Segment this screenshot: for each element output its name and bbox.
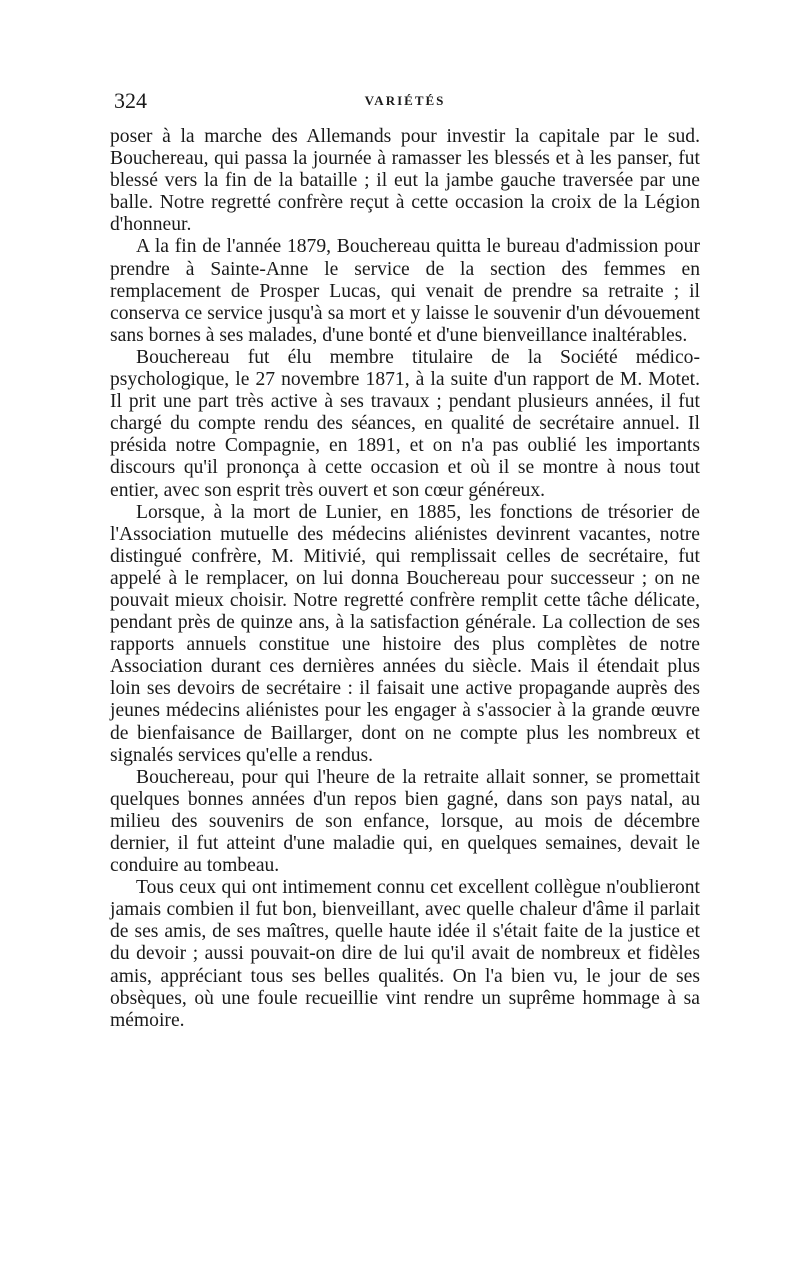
paragraph-societe-medico-psychologique: Bouchereau fut élu membre titulaire de la Société médico-psychologique, le 27 novembre 1871, à la suite d'un rapport de M. Motet. Il prit une part très active à ses travaux ; pendant plusieurs années, il fut chargé du compte rendu des séances, en qualité de secrétaire annuel. Il présida notre Compagnie, en 1891, et on n'a pas oublié les importants discours qu'il prononça à cette occasion et où il se montre à nous tout entier, avec son esprit très ouvert et son cœur généreux. <box>110 346 700 501</box>
body-text <box>110 126 700 1032</box>
book-page <box>110 88 700 1032</box>
paragraph-continuation: poser à la marche des Allemands pour investir la capitale par le sud. Bouchereau, qui passa la journée à ramasser les blessés et à les panser, fut blessé vers la fin de la bataille ; il eut la jambe gauche traversée par une balle. Notre regretté confrère reçut à cette occasion la croix de la Légion d'honneur. <box>110 126 700 236</box>
paragraph-hommage: Tous ceux qui ont intimement connu cet excellent collègue n'oublieront jamais combien il fut bon, bienveillant, avec quelle chaleur d'âme il parlait de ses amis, de ses maîtres, quelle haute idée il s'était faite de la justice et du devoir ; aussi pouvait-on dire de lui qu'il avait de nombreux et fidèles amis, appréciant tous ses belles qualités. On l'a bien vu, le jour de ses obsèques, où une foule recueillie vint rendre un suprême hommage à sa mémoire. <box>110 877 700 1031</box>
running-title: VARIÉTÉS <box>364 93 446 108</box>
page-number: 324 <box>114 88 147 113</box>
paragraph-association-mutuelle: Lorsque, à la mort de Lunier, en 1885, les fonctions de trésorier de l'Association mutuelle des médecins aliénistes devinrent vacantes, notre distingué confrère, M. Mitivié, qui remplissait celles de secrétaire, fut appelé à le remplacer, on lui donna Bouchereau pour successeur ; on ne pouvait mieux choisir. Notre regretté confrère remplit cette tâche délicate, pendant près de quinze ans, à la satisfaction générale. La collection de ses rapports annuels constitue une histoire des plus complètes de notre Association durant ces dernières années du siècle. Mais il étendait plus loin ses devoirs de secrétaire : il faisait une active propagande auprès des jeunes médecins aliénistes pour les engager à s'associer à la grande œuvre de bienfaisance de Baillarger, dont on ne compte plus les nombreux et signalés services qu'elle a rendus. <box>110 501 700 766</box>
paragraph-retraite: Bouchereau, pour qui l'heure de la retraite allait sonner, se promettait quelques bonnes années d'un repos bien gagné, dans son pays natal, au milieu des souvenirs de son enfance, lorsque, au mois de décembre dernier, il fut atteint d'une maladie qui, en quelques semaines, devait le conduire au tombeau. <box>110 766 700 877</box>
running-head <box>110 88 700 118</box>
paragraph-sainte-anne: A la fin de l'année 1879, Bouchereau quitta le bureau d'admission pour prendre à Sainte-Anne le service de la section des femmes en remplacement de Prosper Lucas, qui venait de prendre sa retraite ; il conserva ce service jusqu'à sa mort et y laisse le souvenir d'un dévouement sans bornes à ses malades, d'une bonté et d'une bienveillance inaltérables. <box>110 236 700 346</box>
